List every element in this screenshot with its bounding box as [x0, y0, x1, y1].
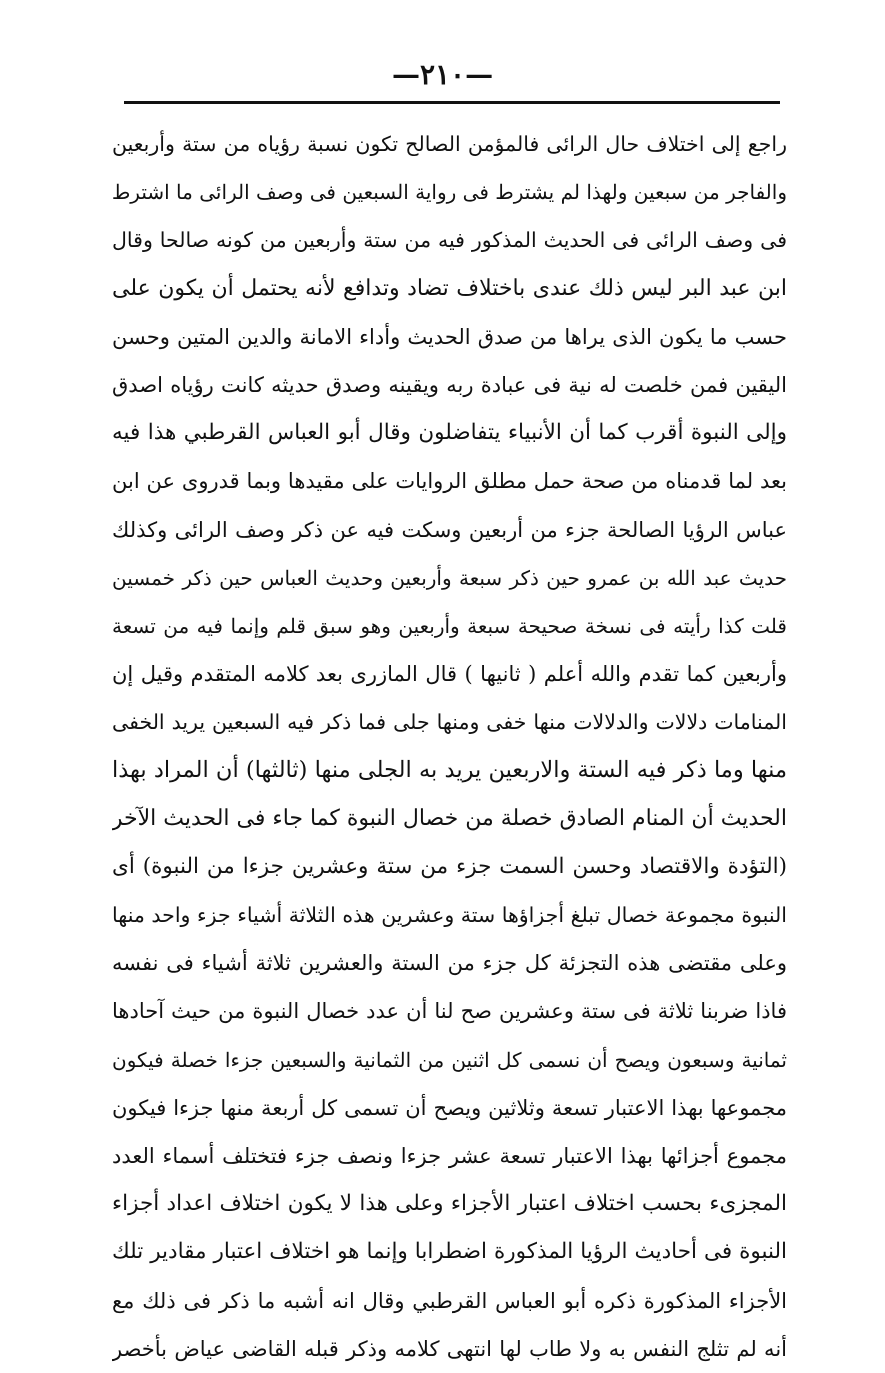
text-line: وإلى النبوة أقرب كما أن الأنبياء يتفاضلون وقال أبو العباس القرطبي هذا فيه [112, 420, 787, 446]
text-line: الأجزاء المذكورة ذكره أبو العباس القرطبي وقال انه أشبه ما ذكر فى ذلك مع [112, 1288, 787, 1313]
page-number: —٢١٠— [391, 58, 494, 91]
text-line: والفاجر من سبعين ولهذا لم يشترط فى رواية السبعين فى وصف الرائى ما اشترط [112, 180, 787, 205]
text-line: المجزىء بحسب اختلاف اعتبار الأجزاء وعلى هذا لا يكون اختلاف اعداد أجزاء [112, 1191, 787, 1217]
text-line: (التؤدة والاقتصاد وحسن السمت جزء من ستة وعشرين جزءا من النبوة) أى [112, 853, 787, 879]
text-line: فاذا ضربنا ثلاثة فى ستة وعشرين صح لنا أن عدد خصال النبوة من حيث آحادها [112, 999, 787, 1024]
text-line: حديث عبد الله بن عمرو حين ذكر سبعة وأربعين وحديث العباس حين ذكر خمسين [112, 565, 787, 590]
text-line: الحديث أن المنام الصادق خصلة من خصال النبوة كما جاء فى الحديث الآخر [112, 805, 787, 831]
text-line: ثمانية وسبعون ويصح أن نسمى كل اثنين من الثمانية والسبعين جزءا خصلة فيكون [112, 1047, 787, 1072]
text-line: عباس الرؤيا الصالحة جزء من أربعين وسكت فيه عن ذكر وصف الرائى وكذلك [112, 517, 787, 542]
text-line: مجموع أجزائها بهذا الاعتبار تسعة عشر جزءا ونصف جزء فتختلف أسماء العدد [112, 1143, 787, 1168]
text-line: وأربعين كما تقدم والله أعلم ( ثانيها ) قال المازرى بعد كلامه المتقدم وقيل إن [112, 662, 787, 687]
text-line: النبوة مجموعة خصال تبلغ أجزاؤها ستة وعشرين هذه الثلاثة أشياء جزء واحد منها [112, 903, 787, 927]
text-line: مجموعها بهذا الاعتبار تسعة وثلاثين ويصح أن تسمى كل أربعة منها جزءا فيكون [112, 1095, 787, 1120]
text-line: منها وما ذكر فيه الستة والاربعين يريد به الجلى منها (ثالثها) أن المراد بهذا [112, 757, 787, 784]
text-line: بعد لما قدمناه من صحة حمل مطلق الروايات على مقيدها وبما قدروى عن ابن [112, 469, 787, 494]
text-line: ابن عبد البر ليس ذلك عندى باختلاف تضاد وتدافع لأنه يحتمل أن يكون على [112, 275, 787, 301]
body-text [112, 120, 787, 1373]
text-line: فى وصف الرائى فى الحديث المذكور فيه من ستة وأربعين من كونه صالحا وقال [112, 228, 787, 253]
text-line: وعلى مقتضى هذه التجزئة كل جزء من الستة والعشرين ثلاثة أشياء فى نفسه [112, 951, 787, 976]
text-line: أنه لم تثلج النفس به ولا طاب لها انتهى كلامه وذكر قبله القاضى عياض بأخصر [112, 1336, 787, 1361]
text-line: المنامات دلالات والدلالات منها خفى ومنها جلى فما ذكر فيه السبعين يريد الخفى [112, 710, 787, 735]
text-line: النبوة فى أحاديث الرؤيا المذكورة اضطرابا وإنما هو اختلاف اعتبار مقادير تلك [112, 1239, 787, 1265]
text-line: قلت كذا رأيته فى نسخة صحيحة سبعة وأربعين وهو سبق قلم وإنما فيه من تسعة [112, 613, 787, 638]
text-line: اليقين فمن خلصت له نية فى عبادة ربه ويقينه وصدق حديثه كانت رؤياه اصدق [112, 372, 787, 397]
text-line: راجع إلى اختلاف حال الرائى فالمؤمن الصالح تكون نسبة رؤياه من ستة وأربعين [112, 132, 787, 156]
header-rule [124, 101, 780, 104]
text-line: حسب ما يكون الذى يراها من صدق الحديث وأداء الامانة والدين المتين وحسن [112, 324, 787, 349]
